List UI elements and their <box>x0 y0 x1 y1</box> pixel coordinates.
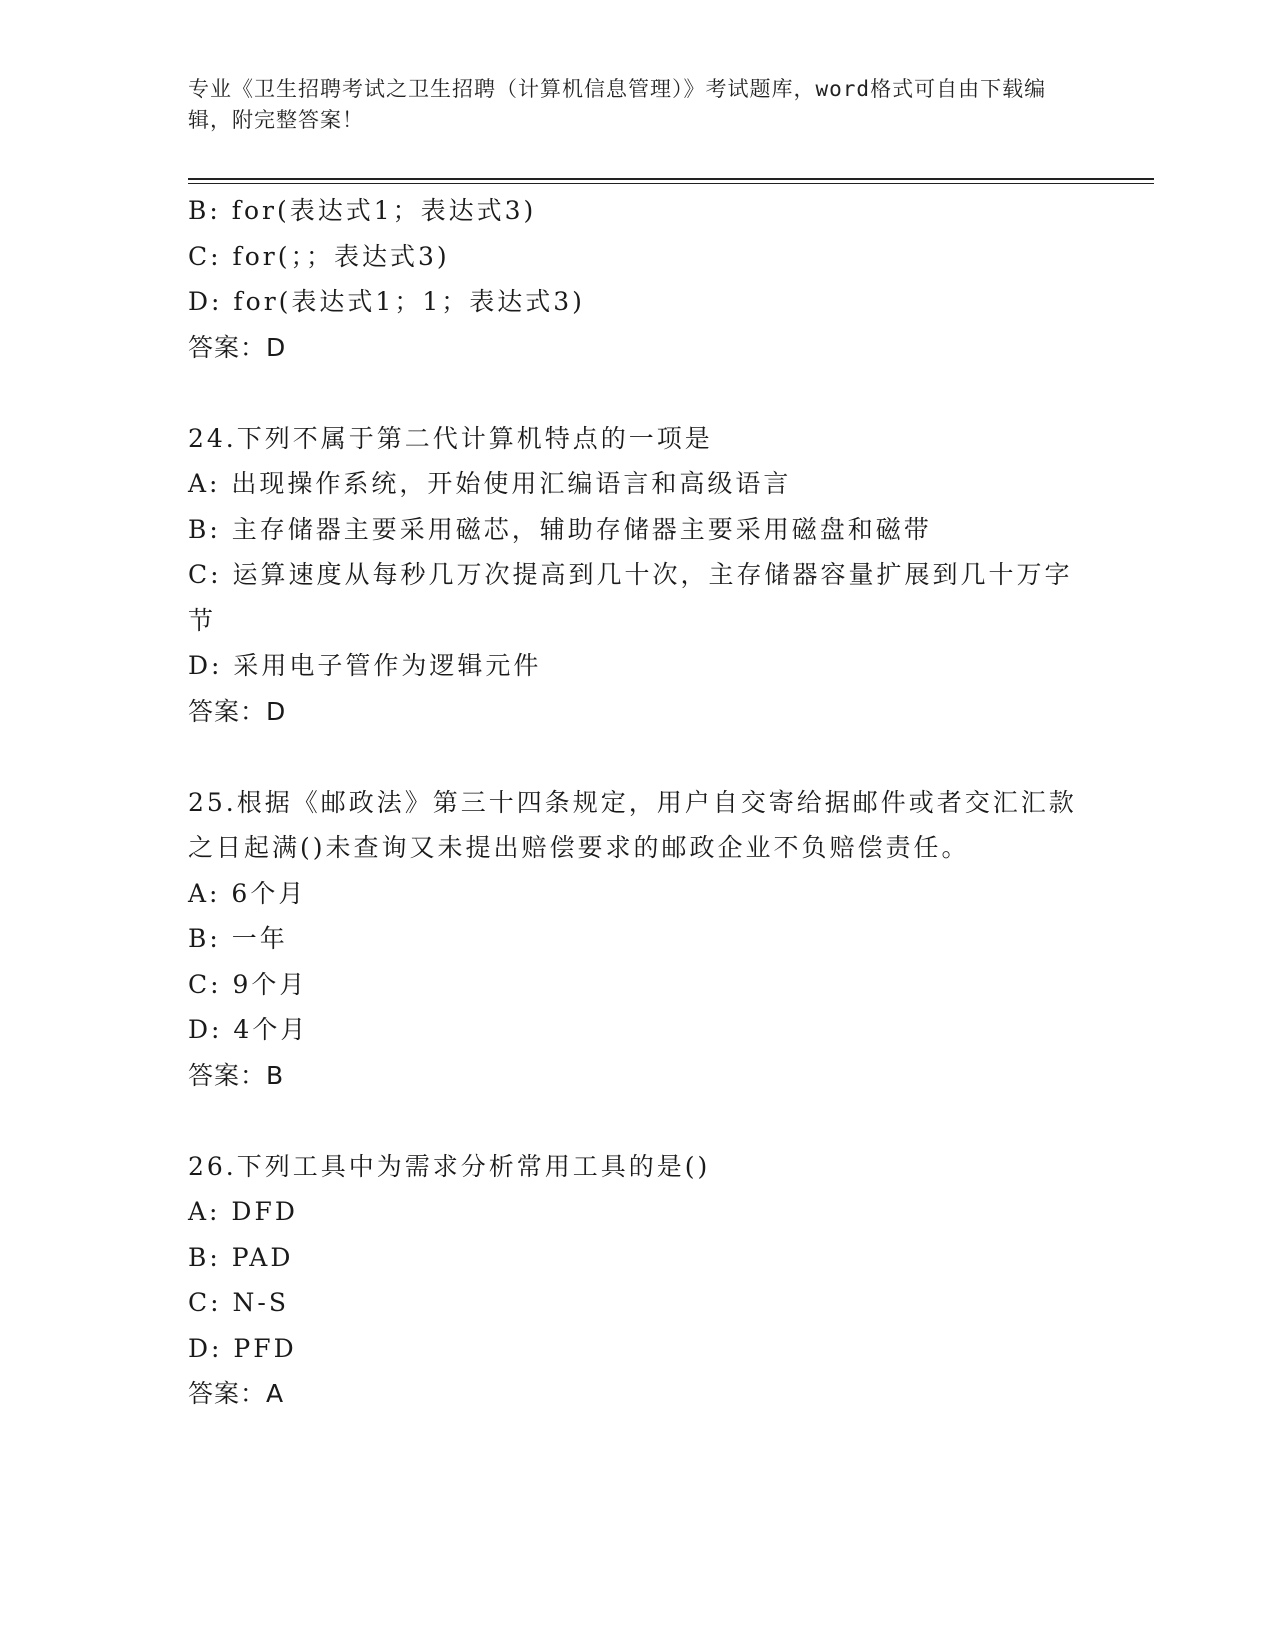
question-stem: 25.根据《邮政法》第三十四条规定，用户自交寄给据邮件或者交汇汇款之日起满()未查询又未提出赔偿要求的邮政企业不负赔偿责任。 <box>188 787 1077 862</box>
question-23 <box>188 188 1088 370</box>
header-rule-thin <box>188 183 1154 184</box>
question-26 <box>188 1144 1088 1417</box>
option-c: C: N-S <box>188 1288 289 1317</box>
question-25 <box>188 780 1088 1099</box>
question-stem: 24.下列不属于第二代计算机特点的一项是 <box>188 423 713 453</box>
answer: 答案：D <box>188 332 287 362</box>
spacer <box>188 370 1088 416</box>
answer: 答案：D <box>188 696 287 726</box>
option-c: C: 9个月 <box>188 969 308 999</box>
question-list <box>188 188 1088 1417</box>
document-header: 专业《卫生招聘考试之卫生招聘（计算机信息管理）》考试题库，word格式可自由下载编辑，附完整答案！ <box>188 77 1047 132</box>
option-a: A: 6个月 <box>188 878 307 908</box>
option-d: D: for(表达式1；1；表达式3) <box>188 287 585 316</box>
option-b: B: 主存储器主要采用磁芯，辅助存储器主要采用磁盘和磁带 <box>188 514 932 544</box>
question-24 <box>188 416 1088 735</box>
spacer <box>188 1098 1088 1144</box>
header-rule-thick <box>188 178 1154 180</box>
option-c: C: for(；；表达式3) <box>188 241 450 271</box>
answer: 答案：B <box>188 1060 285 1090</box>
option-b: B: 一年 <box>188 924 288 953</box>
answer: 答案：A <box>188 1379 285 1408</box>
option-d: D: 4个月 <box>188 1015 309 1044</box>
option-d: D: 采用电子管作为逻辑元件 <box>188 651 542 680</box>
question-stem: 26.下列工具中为需求分析常用工具的是() <box>188 1151 711 1181</box>
option-a: A: DFD <box>188 1197 298 1226</box>
option-b: B: PAD <box>188 1242 294 1272</box>
spacer <box>188 734 1088 780</box>
option-a: A: 出现操作系统，开始使用汇编语言和高级语言 <box>188 469 792 498</box>
option-d: D: PFD <box>188 1333 297 1363</box>
option-c: C: 运算速度从每秒几万次提高到几十次，主存储器容量扩展到几十万字节 <box>188 560 1073 635</box>
option-b: B: for(表达式1；表达式3) <box>188 196 537 225</box>
